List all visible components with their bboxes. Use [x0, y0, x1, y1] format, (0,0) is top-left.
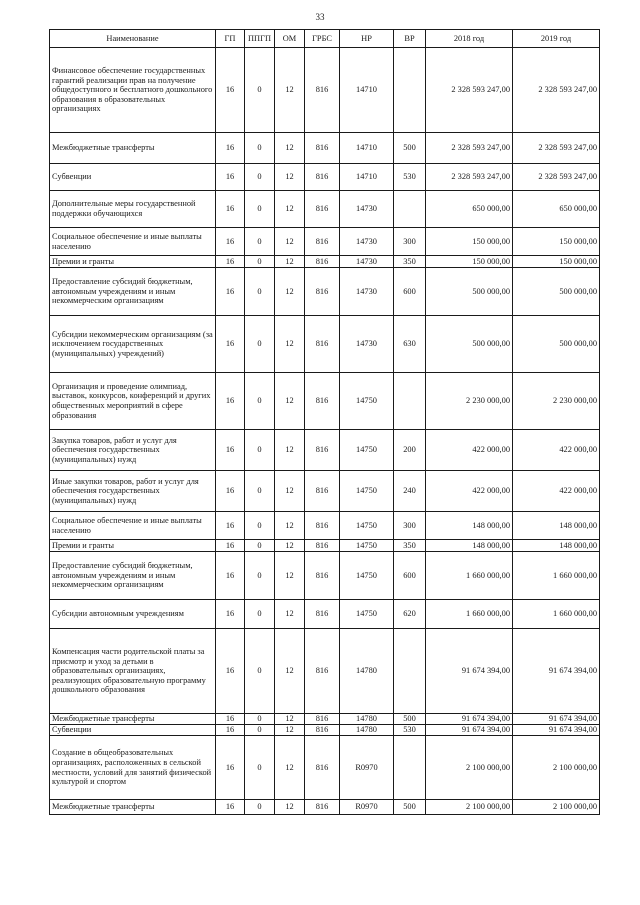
- cell-y2019: 500 000,00: [513, 316, 600, 373]
- cell-grbs: 816: [305, 629, 340, 714]
- cell-nr: 14750: [340, 552, 394, 600]
- cell-ppgp: 0: [245, 714, 275, 725]
- cell-grbs: 816: [305, 552, 340, 600]
- cell-name: Межбюджетные трансферты: [50, 714, 216, 725]
- cell-name: Субсидии некоммерческим организациям (за исключением государственных (муниципальных) учреждений): [50, 316, 216, 373]
- cell-y2018: 500 000,00: [426, 268, 513, 316]
- cell-vr: 600: [394, 552, 426, 600]
- cell-gp: 16: [216, 430, 245, 471]
- cell-y2019: 150 000,00: [513, 256, 600, 268]
- cell-y2018: 422 000,00: [426, 430, 513, 471]
- cell-ppgp: 0: [245, 268, 275, 316]
- cell-nr: 14780: [340, 725, 394, 736]
- cell-vr: 300: [394, 228, 426, 256]
- cell-name: Субвенции: [50, 725, 216, 736]
- cell-vr: 500: [394, 714, 426, 725]
- cell-ppgp: 0: [245, 512, 275, 540]
- cell-gp: 16: [216, 316, 245, 373]
- cell-om: 12: [275, 600, 305, 629]
- cell-gp: 16: [216, 629, 245, 714]
- cell-vr: 300: [394, 512, 426, 540]
- cell-om: 12: [275, 736, 305, 800]
- cell-grbs: 816: [305, 430, 340, 471]
- cell-nr: 14730: [340, 191, 394, 228]
- header-vr: ВР: [394, 30, 426, 48]
- cell-y2018: 422 000,00: [426, 471, 513, 512]
- cell-grbs: 816: [305, 736, 340, 800]
- cell-name: Премии и гранты: [50, 256, 216, 268]
- cell-om: 12: [275, 373, 305, 430]
- cell-grbs: 816: [305, 256, 340, 268]
- cell-gp: 16: [216, 48, 245, 133]
- cell-om: 12: [275, 471, 305, 512]
- table-row: [50, 268, 600, 316]
- cell-y2018: 148 000,00: [426, 540, 513, 552]
- cell-gp: 16: [216, 736, 245, 800]
- cell-vr: [394, 736, 426, 800]
- cell-vr: 240: [394, 471, 426, 512]
- cell-nr: 14780: [340, 629, 394, 714]
- cell-y2019: 422 000,00: [513, 471, 600, 512]
- cell-nr: 14750: [340, 471, 394, 512]
- cell-y2018: 2 328 593 247,00: [426, 48, 513, 133]
- cell-name: Социальное обеспечение и иные выплаты населению: [50, 228, 216, 256]
- cell-y2018: 150 000,00: [426, 228, 513, 256]
- cell-y2018: 91 674 394,00: [426, 714, 513, 725]
- cell-nr: 14750: [340, 373, 394, 430]
- cell-vr: 600: [394, 268, 426, 316]
- cell-grbs: 816: [305, 725, 340, 736]
- cell-nr: 14730: [340, 256, 394, 268]
- cell-grbs: 816: [305, 600, 340, 629]
- cell-vr: [394, 373, 426, 430]
- cell-gp: 16: [216, 552, 245, 600]
- cell-ppgp: 0: [245, 552, 275, 600]
- cell-y2019: 150 000,00: [513, 228, 600, 256]
- cell-y2019: 2 328 593 247,00: [513, 48, 600, 133]
- cell-vr: 530: [394, 164, 426, 191]
- table-row: [50, 430, 600, 471]
- cell-y2019: 2 100 000,00: [513, 736, 600, 800]
- cell-name: Иные закупки товаров, работ и услуг для обеспечения государственных (муниципальных) нужд: [50, 471, 216, 512]
- cell-grbs: 816: [305, 373, 340, 430]
- cell-name: Межбюджетные трансферты: [50, 800, 216, 815]
- cell-om: 12: [275, 316, 305, 373]
- cell-grbs: 816: [305, 512, 340, 540]
- table-row: [50, 471, 600, 512]
- cell-name: Дополнительные меры государственной поддержки обучающихся: [50, 191, 216, 228]
- header-nr: НР: [340, 30, 394, 48]
- header-2019: 2019 год: [513, 30, 600, 48]
- cell-ppgp: 0: [245, 800, 275, 815]
- cell-ppgp: 0: [245, 133, 275, 164]
- cell-om: 12: [275, 714, 305, 725]
- cell-gp: 16: [216, 725, 245, 736]
- cell-name: Предоставление субсидий бюджетным, автономным учреждениям и иным некоммерческим организациям: [50, 268, 216, 316]
- table-row: [50, 725, 600, 736]
- cell-nr: R0970: [340, 736, 394, 800]
- cell-name: Компенсация части родительской платы за присмотр и уход за детьми в образовательных организациях, реализующих образовательную программу дошкольного образования: [50, 629, 216, 714]
- table-row: [50, 228, 600, 256]
- cell-y2019: 91 674 394,00: [513, 629, 600, 714]
- cell-name: Организация и проведение олимпиад, выставок, конкурсов, конференций и других общественных мероприятий в сфере образования: [50, 373, 216, 430]
- cell-ppgp: 0: [245, 256, 275, 268]
- table-row: [50, 600, 600, 629]
- cell-vr: 500: [394, 133, 426, 164]
- cell-om: 12: [275, 268, 305, 316]
- cell-y2019: 148 000,00: [513, 540, 600, 552]
- cell-vr: 350: [394, 540, 426, 552]
- cell-name: Финансовое обеспечение государственных гарантий реализации прав на получение общедоступного и бесплатного дошкольного образования в образовательных организациях: [50, 48, 216, 133]
- cell-grbs: 816: [305, 540, 340, 552]
- cell-y2019: 1 660 000,00: [513, 552, 600, 600]
- cell-om: 12: [275, 512, 305, 540]
- cell-nr: 14750: [340, 600, 394, 629]
- cell-ppgp: 0: [245, 430, 275, 471]
- table-row: [50, 316, 600, 373]
- cell-om: 12: [275, 725, 305, 736]
- cell-ppgp: 0: [245, 164, 275, 191]
- cell-nr: 14730: [340, 316, 394, 373]
- cell-vr: [394, 191, 426, 228]
- cell-y2019: 500 000,00: [513, 268, 600, 316]
- cell-grbs: 816: [305, 800, 340, 815]
- cell-vr: 530: [394, 725, 426, 736]
- cell-gp: 16: [216, 471, 245, 512]
- cell-om: 12: [275, 164, 305, 191]
- cell-y2018: 91 674 394,00: [426, 629, 513, 714]
- cell-vr: [394, 629, 426, 714]
- cell-nr: 14750: [340, 540, 394, 552]
- cell-y2018: 650 000,00: [426, 191, 513, 228]
- budget-table: [49, 29, 600, 815]
- cell-om: 12: [275, 191, 305, 228]
- cell-y2019: 2 328 593 247,00: [513, 133, 600, 164]
- cell-ppgp: 0: [245, 471, 275, 512]
- cell-y2019: 91 674 394,00: [513, 714, 600, 725]
- cell-y2019: 650 000,00: [513, 191, 600, 228]
- cell-gp: 16: [216, 540, 245, 552]
- cell-y2018: 148 000,00: [426, 512, 513, 540]
- cell-y2018: 2 100 000,00: [426, 736, 513, 800]
- cell-ppgp: 0: [245, 48, 275, 133]
- table-row: [50, 736, 600, 800]
- cell-name: Премии и гранты: [50, 540, 216, 552]
- cell-name: Субсидии автономным учреждениям: [50, 600, 216, 629]
- cell-grbs: 816: [305, 228, 340, 256]
- cell-om: 12: [275, 552, 305, 600]
- cell-y2018: 1 660 000,00: [426, 552, 513, 600]
- table-row: [50, 800, 600, 815]
- cell-gp: 16: [216, 714, 245, 725]
- table-row: [50, 512, 600, 540]
- cell-y2018: 2 230 000,00: [426, 373, 513, 430]
- cell-om: 12: [275, 540, 305, 552]
- cell-y2018: 91 674 394,00: [426, 725, 513, 736]
- cell-ppgp: 0: [245, 373, 275, 430]
- cell-gp: 16: [216, 268, 245, 316]
- table-row: [50, 133, 600, 164]
- cell-gp: 16: [216, 256, 245, 268]
- cell-vr: [394, 48, 426, 133]
- cell-gp: 16: [216, 191, 245, 228]
- cell-nr: 14710: [340, 164, 394, 191]
- cell-name: Создание в общеобразовательных организациях, расположенных в сельской местности, условий для занятий физической культурой и спортом: [50, 736, 216, 800]
- cell-name: Социальное обеспечение и иные выплаты населению: [50, 512, 216, 540]
- cell-om: 12: [275, 629, 305, 714]
- cell-gp: 16: [216, 228, 245, 256]
- cell-om: 12: [275, 430, 305, 471]
- cell-ppgp: 0: [245, 191, 275, 228]
- cell-nr: 14710: [340, 48, 394, 133]
- cell-y2019: 1 660 000,00: [513, 600, 600, 629]
- cell-vr: 630: [394, 316, 426, 373]
- cell-name: Закупка товаров, работ и услуг для обеспечения государственных (муниципальных) нужд: [50, 430, 216, 471]
- table-row: [50, 256, 600, 268]
- cell-om: 12: [275, 256, 305, 268]
- cell-gp: 16: [216, 164, 245, 191]
- cell-y2019: 2 328 593 247,00: [513, 164, 600, 191]
- cell-om: 12: [275, 48, 305, 133]
- cell-gp: 16: [216, 512, 245, 540]
- cell-om: 12: [275, 228, 305, 256]
- cell-y2019: 2 230 000,00: [513, 373, 600, 430]
- cell-y2018: 2 100 000,00: [426, 800, 513, 815]
- table-row: [50, 164, 600, 191]
- header-row: [50, 30, 600, 48]
- cell-y2019: 2 100 000,00: [513, 800, 600, 815]
- cell-gp: 16: [216, 133, 245, 164]
- header-grbs: ГРБС: [305, 30, 340, 48]
- page-number: 33: [315, 12, 325, 22]
- cell-gp: 16: [216, 800, 245, 815]
- cell-grbs: 816: [305, 471, 340, 512]
- cell-nr: 14750: [340, 430, 394, 471]
- cell-nr: 14730: [340, 268, 394, 316]
- cell-name: Субвенции: [50, 164, 216, 191]
- table-row: [50, 373, 600, 430]
- cell-ppgp: 0: [245, 228, 275, 256]
- cell-om: 12: [275, 800, 305, 815]
- cell-name: Предоставление субсидий бюджетным, автономным учреждениям и иным некоммерческим организациям: [50, 552, 216, 600]
- table-row: [50, 48, 600, 133]
- cell-grbs: 816: [305, 133, 340, 164]
- cell-gp: 16: [216, 600, 245, 629]
- cell-gp: 16: [216, 373, 245, 430]
- cell-y2018: 2 328 593 247,00: [426, 133, 513, 164]
- table-row: [50, 629, 600, 714]
- cell-name: Межбюджетные трансферты: [50, 133, 216, 164]
- cell-nr: R0970: [340, 800, 394, 815]
- header-om: ОМ: [275, 30, 305, 48]
- cell-grbs: 816: [305, 268, 340, 316]
- cell-vr: 200: [394, 430, 426, 471]
- cell-grbs: 816: [305, 316, 340, 373]
- cell-nr: 14750: [340, 512, 394, 540]
- header-2018: 2018 год: [426, 30, 513, 48]
- cell-nr: 14780: [340, 714, 394, 725]
- cell-ppgp: 0: [245, 316, 275, 373]
- cell-grbs: 816: [305, 714, 340, 725]
- cell-vr: 620: [394, 600, 426, 629]
- cell-y2019: 91 674 394,00: [513, 725, 600, 736]
- header-ppgp: ППГП: [245, 30, 275, 48]
- cell-y2018: 1 660 000,00: [426, 600, 513, 629]
- cell-ppgp: 0: [245, 629, 275, 714]
- cell-nr: 14710: [340, 133, 394, 164]
- header-gp: ГП: [216, 30, 245, 48]
- cell-y2018: 500 000,00: [426, 316, 513, 373]
- cell-y2019: 148 000,00: [513, 512, 600, 540]
- table-row: [50, 552, 600, 600]
- cell-grbs: 816: [305, 48, 340, 133]
- header-name: Наименование: [50, 30, 216, 48]
- cell-y2018: 150 000,00: [426, 256, 513, 268]
- cell-ppgp: 0: [245, 736, 275, 800]
- cell-vr: 500: [394, 800, 426, 815]
- cell-grbs: 816: [305, 191, 340, 228]
- cell-ppgp: 0: [245, 600, 275, 629]
- table-row: [50, 714, 600, 725]
- table-row: [50, 191, 600, 228]
- cell-y2018: 2 328 593 247,00: [426, 164, 513, 191]
- cell-ppgp: 0: [245, 725, 275, 736]
- table-row: [50, 540, 600, 552]
- cell-grbs: 816: [305, 164, 340, 191]
- cell-vr: 350: [394, 256, 426, 268]
- cell-nr: 14730: [340, 228, 394, 256]
- cell-y2019: 422 000,00: [513, 430, 600, 471]
- cell-om: 12: [275, 133, 305, 164]
- cell-ppgp: 0: [245, 540, 275, 552]
